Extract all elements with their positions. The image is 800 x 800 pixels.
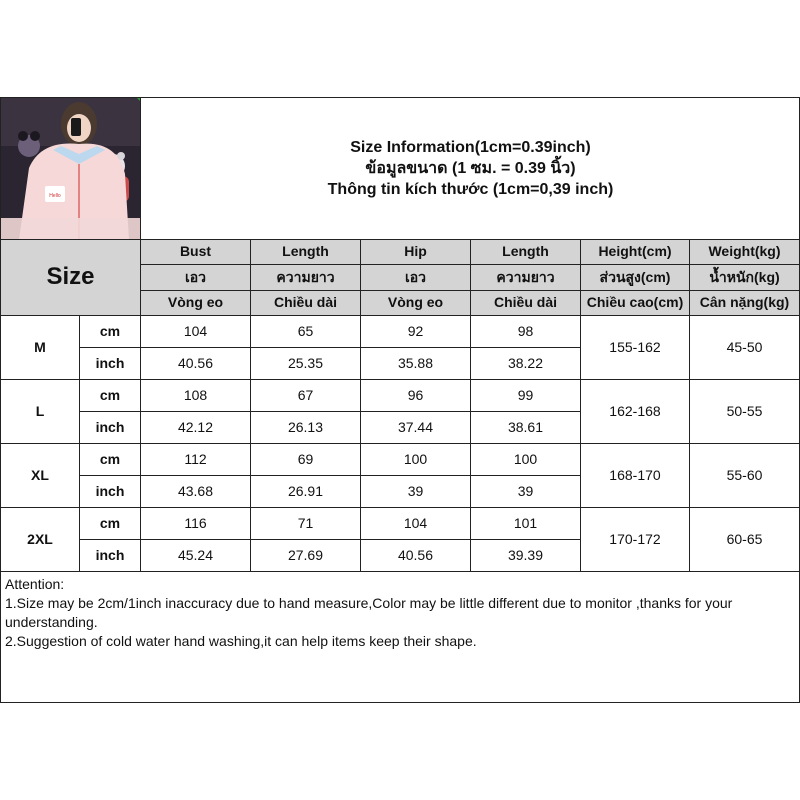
weight-range: 60-65 xyxy=(690,508,800,572)
title-english: Size Information(1cm=0.39inch) xyxy=(350,139,591,156)
unit-label-cm: cm xyxy=(80,316,141,348)
column-header-th: น้ำหนัก(kg) xyxy=(690,265,800,291)
measurement-cm: 99 xyxy=(471,380,581,412)
measurement-inch: 40.56 xyxy=(361,540,471,572)
height-range: 170-172 xyxy=(581,508,690,572)
measurement-inch: 40.56 xyxy=(141,348,251,380)
column-header-en: Length xyxy=(251,240,361,265)
measurement-inch: 39 xyxy=(471,476,581,508)
measurement-inch: 26.91 xyxy=(251,476,361,508)
measurement-cm: 69 xyxy=(251,444,361,476)
title-thai: ข้อมูลขนาด (1 ซม. = 0.39 นิ้ว) xyxy=(365,160,576,177)
measurement-cm: 104 xyxy=(141,316,251,348)
measurement-inch: 39.39 xyxy=(471,540,581,572)
attention-heading: Attention: xyxy=(5,576,65,592)
measurement-inch: 42.12 xyxy=(141,412,251,444)
product-photo xyxy=(1,98,141,240)
measurement-inch: 26.13 xyxy=(251,412,361,444)
size-chart xyxy=(0,97,800,703)
svg-text:Hello: Hello xyxy=(49,193,61,199)
measurement-inch: 27.69 xyxy=(251,540,361,572)
measurement-inch: 45.24 xyxy=(141,540,251,572)
unit-label-cm: cm xyxy=(80,380,141,412)
column-header-th: เอว xyxy=(141,265,251,291)
size-name: XL xyxy=(1,444,80,508)
column-header-vi: Chiều dài xyxy=(471,291,581,316)
measurement-cm: 100 xyxy=(471,444,581,476)
weight-range: 55-60 xyxy=(690,444,800,508)
measurement-cm: 112 xyxy=(141,444,251,476)
attention-notes xyxy=(1,574,799,702)
unit-label-cm: cm xyxy=(80,444,141,476)
column-header-en: Height(cm) xyxy=(581,240,690,265)
column-header-th: ส่วนสูง(cm) xyxy=(581,265,690,291)
measurement-cm: 100 xyxy=(361,444,471,476)
size-name: L xyxy=(1,380,80,444)
height-range: 162-168 xyxy=(581,380,690,444)
column-header-vi: Cân nặng(kg) xyxy=(690,291,800,316)
column-header-en: Hip xyxy=(361,240,471,265)
column-header-th: ความยาว xyxy=(251,265,361,291)
measurement-cm: 98 xyxy=(471,316,581,348)
height-range: 168-170 xyxy=(581,444,690,508)
column-header-en: Bust xyxy=(141,240,251,265)
title-area xyxy=(141,98,800,240)
measurement-inch: 37.44 xyxy=(361,412,471,444)
measurement-inch: 38.61 xyxy=(471,412,581,444)
measurement-inch: 25.35 xyxy=(251,348,361,380)
column-header-en: Weight(kg) xyxy=(690,240,800,265)
measurement-cm: 67 xyxy=(251,380,361,412)
measurement-cm: 65 xyxy=(251,316,361,348)
weight-range: 45-50 xyxy=(690,316,800,380)
measurement-cm: 92 xyxy=(361,316,471,348)
weight-range: 50-55 xyxy=(690,380,800,444)
measurement-cm: 71 xyxy=(251,508,361,540)
title-vietnamese: Thông tin kích thước (1cm=0,39 inch) xyxy=(327,181,614,198)
measurement-inch: 35.88 xyxy=(361,348,471,380)
size-name: M xyxy=(1,316,80,380)
measurement-cm: 96 xyxy=(361,380,471,412)
size-header xyxy=(1,240,141,316)
unit-label-inch: inch xyxy=(80,476,141,508)
measurement-cm: 108 xyxy=(141,380,251,412)
unit-label-cm: cm xyxy=(80,508,141,540)
column-header-vi: Vòng eo xyxy=(141,291,251,316)
column-header-vi: Chiều dài xyxy=(251,291,361,316)
column-header-vi: Vòng eo xyxy=(361,291,471,316)
column-header-th: ความยาว xyxy=(471,265,581,291)
measurement-inch: 38.22 xyxy=(471,348,581,380)
size-name: 2XL xyxy=(1,508,80,572)
attention-note-1: 1.Size may be 2cm/1inch inaccuracy due to hand measure,Color may be little different due to monitor ,thanks for your understanding. xyxy=(5,595,733,630)
column-header-en: Length xyxy=(471,240,581,265)
column-header-vi: Chiều cao(cm) xyxy=(581,291,690,316)
unit-label-inch: inch xyxy=(80,412,141,444)
model-pajama-image xyxy=(1,98,141,240)
measurement-cm: 104 xyxy=(361,508,471,540)
measurement-cm: 116 xyxy=(141,508,251,540)
measurement-cm: 101 xyxy=(471,508,581,540)
unit-label-inch: inch xyxy=(80,540,141,572)
column-header-th: เอว xyxy=(361,265,471,291)
height-range: 155-162 xyxy=(581,316,690,380)
unit-label-inch: inch xyxy=(80,348,141,380)
measurement-inch: 39 xyxy=(361,476,471,508)
size-label: Size xyxy=(46,263,95,291)
measurement-inch: 43.68 xyxy=(141,476,251,508)
attention-note-2: 2.Suggestion of cold water hand washing,it can help items keep their shape. xyxy=(5,633,477,649)
